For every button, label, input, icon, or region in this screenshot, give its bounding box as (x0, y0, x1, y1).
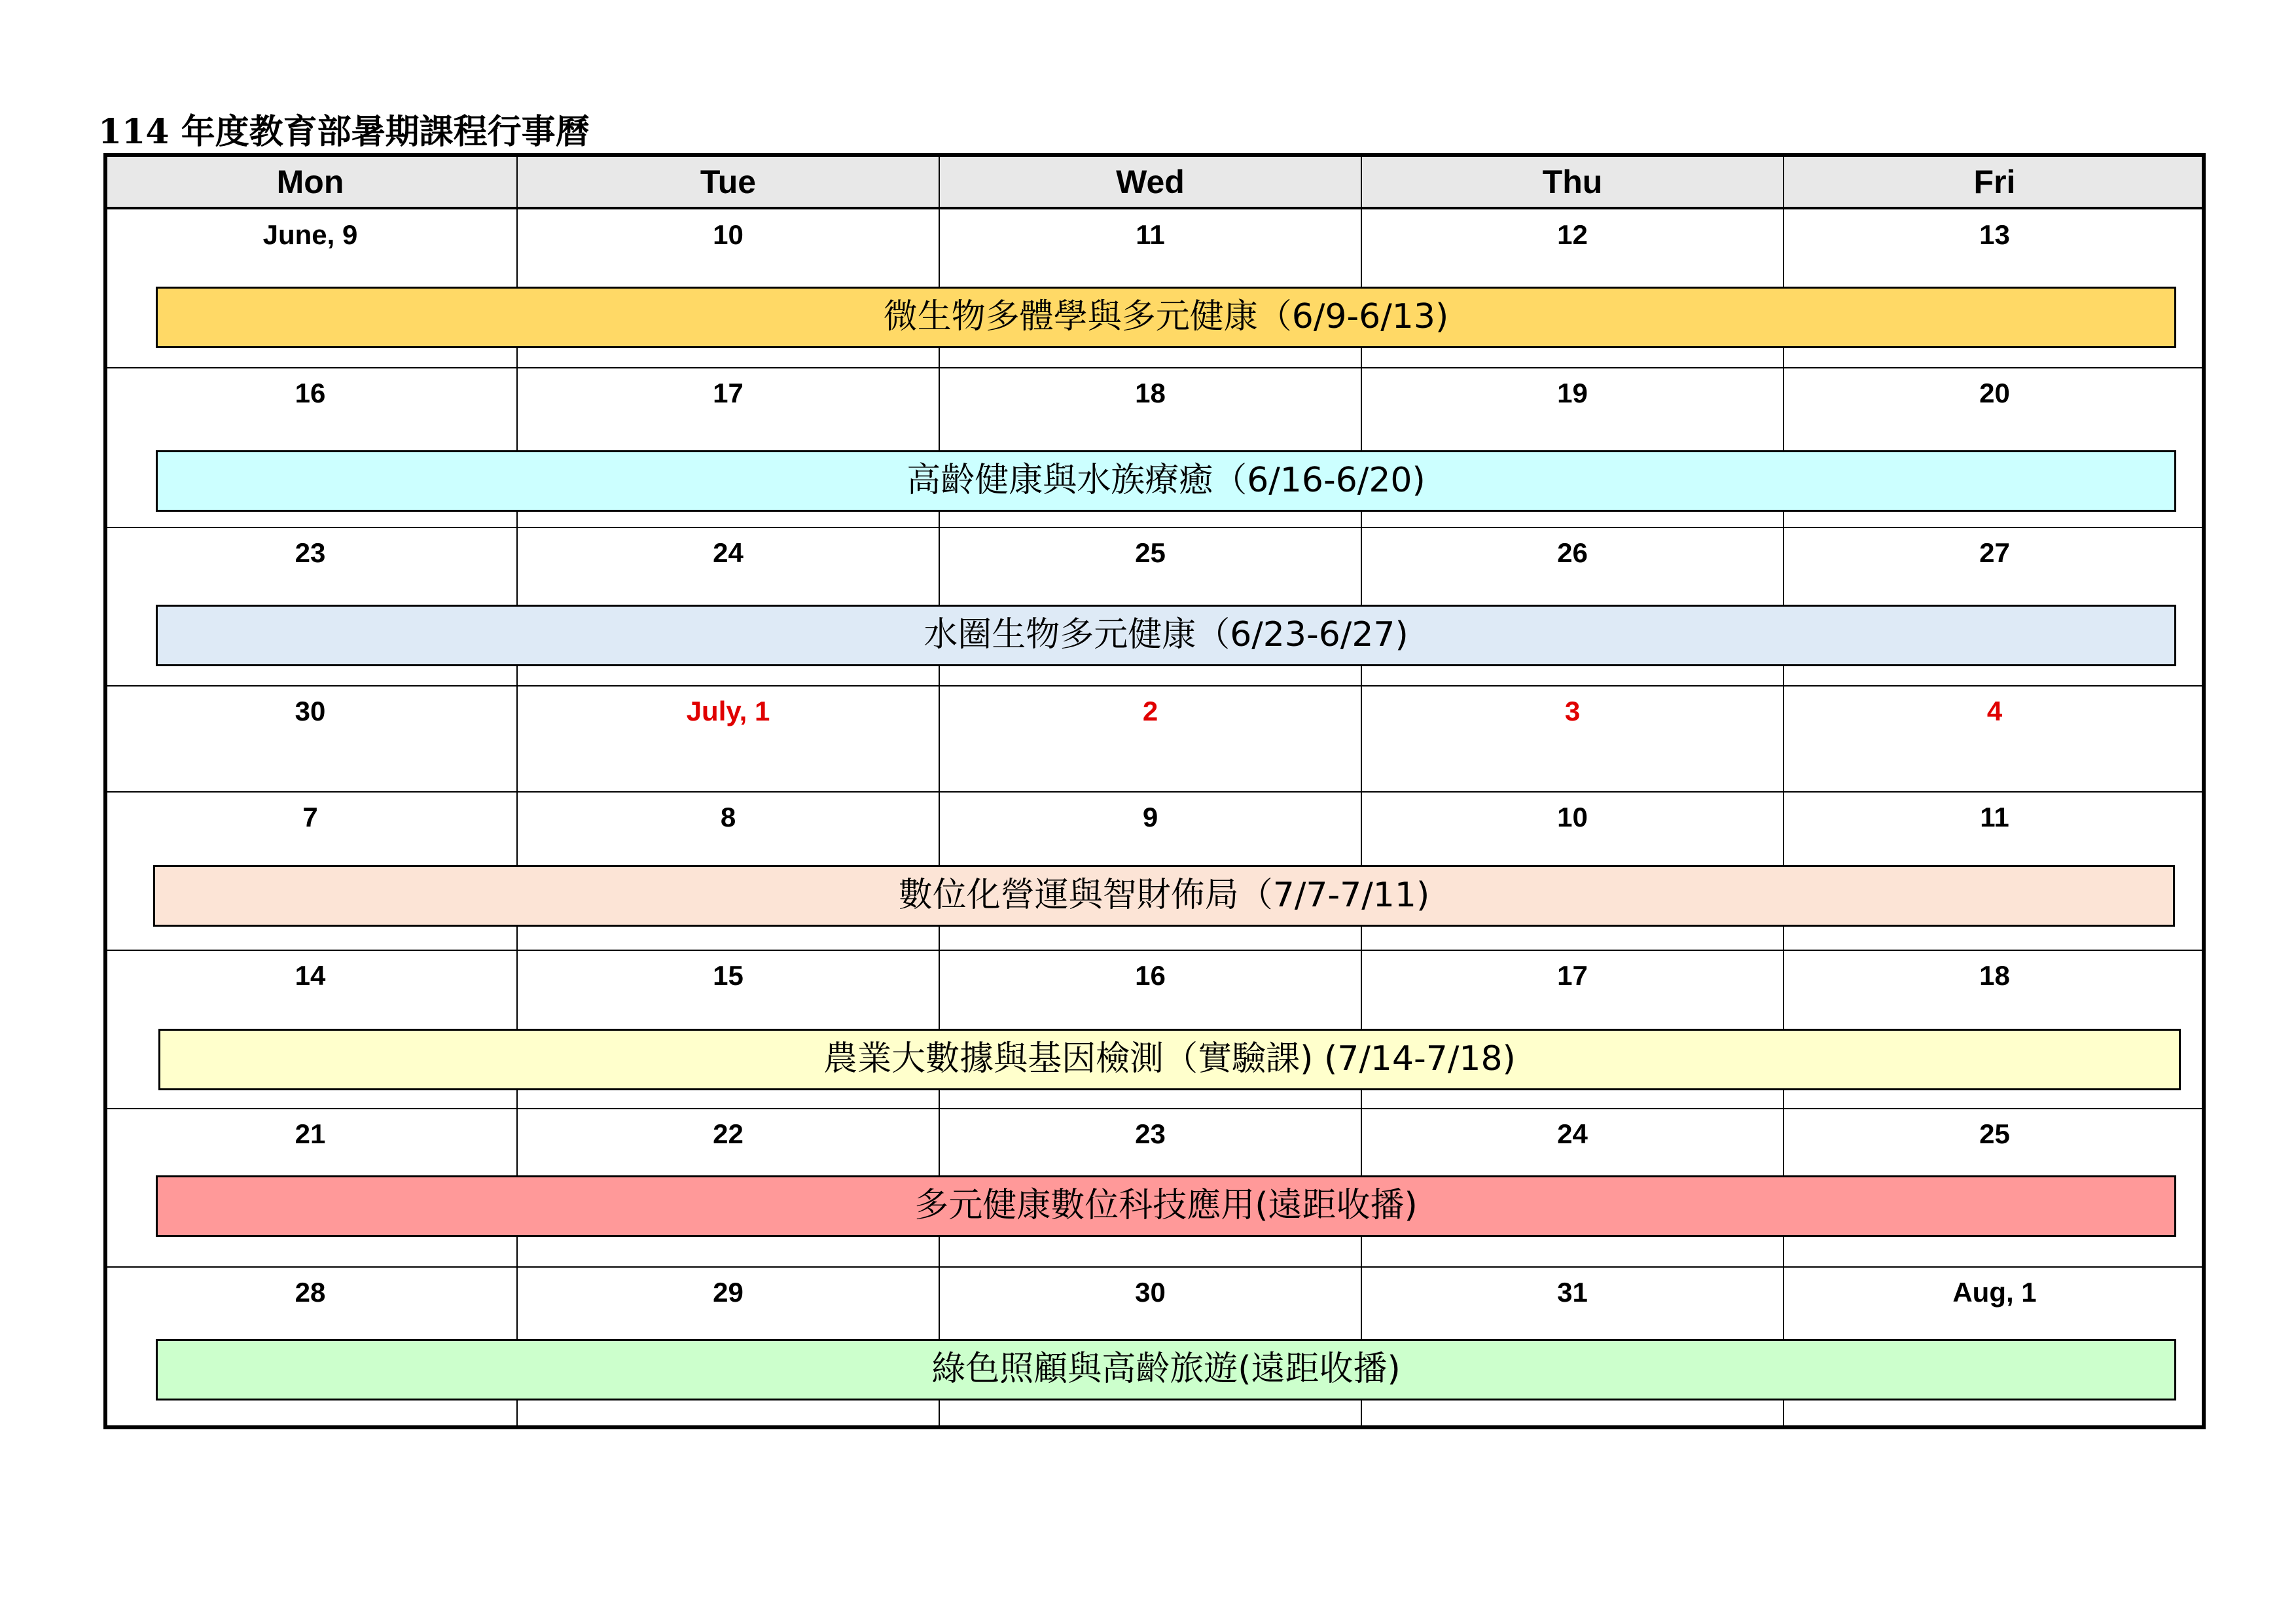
date-label: 4 (1986, 696, 2003, 726)
date-label: 20 (1979, 378, 2010, 408)
date-label: 25 (1979, 1118, 2010, 1149)
course-bar: 高齡健康與水族療癒（6/16-6/20) (156, 450, 2176, 512)
course-bar: 水圈生物多元健康（6/23-6/27) (156, 605, 2176, 666)
date-label: 14 (295, 960, 326, 991)
date-label: 25 (1135, 537, 1166, 568)
weekday-header: Wed (1116, 164, 1185, 200)
date-label: 29 (713, 1277, 744, 1308)
week-row (103, 1267, 2206, 1429)
date-label: 3 (1564, 696, 1581, 726)
date-label: 24 (1557, 1118, 1588, 1149)
date-label: 10 (1557, 802, 1588, 832)
date-label: 27 (1979, 537, 2010, 568)
date-label: 11 (1980, 802, 2009, 832)
row-divider (103, 1266, 2206, 1268)
date-label: 16 (1135, 960, 1166, 991)
date-label: 24 (713, 537, 744, 568)
weekday-header: Fri (1973, 164, 2016, 200)
date-label: 7 (302, 802, 318, 832)
row-divider (103, 367, 2206, 368)
date-label: July, 1 (686, 696, 770, 726)
course-bar: 數位化營運與智財佈局（7/7-7/11) (153, 865, 2175, 927)
date-label: Aug, 1 (1952, 1277, 2037, 1308)
date-label: 12 (1557, 219, 1588, 250)
row-divider (103, 527, 2206, 528)
date-label: 16 (295, 378, 326, 408)
row-divider (103, 1108, 2206, 1109)
week-row (103, 368, 2206, 527)
date-label: 10 (713, 219, 744, 250)
row-divider (103, 685, 2206, 687)
date-label: June, 9 (262, 219, 358, 250)
date-label: 13 (1979, 219, 2010, 250)
week-row (103, 527, 2206, 686)
date-label: 30 (295, 696, 326, 726)
date-label: 22 (713, 1118, 744, 1149)
date-label: 17 (1557, 960, 1588, 991)
date-label: 19 (1557, 378, 1588, 408)
date-label: 17 (713, 378, 744, 408)
date-label: 9 (1142, 802, 1158, 832)
row-divider (103, 791, 2206, 793)
calendar-table (103, 153, 2206, 1429)
date-label: 21 (295, 1118, 326, 1149)
date-label: 18 (1979, 960, 2010, 991)
date-label: 2 (1142, 696, 1158, 726)
date-label: 23 (295, 537, 326, 568)
week-row (103, 686, 2206, 792)
row-divider (103, 950, 2206, 951)
date-label: 18 (1135, 378, 1166, 408)
weekday-header: Tue (700, 164, 757, 200)
week-row (103, 1109, 2206, 1267)
weekday-header-row (103, 153, 2206, 209)
course-bar: 農業大數據與基因檢測（實驗課) (7/14-7/18) (158, 1029, 2181, 1090)
week-row (103, 792, 2206, 950)
date-label: 11 (1136, 219, 1165, 250)
week-row (103, 209, 2206, 368)
date-label: 8 (720, 802, 736, 832)
date-label: 31 (1557, 1277, 1588, 1308)
weekday-header: Mon (276, 164, 344, 200)
course-bar: 綠色照顧與高齡旅遊(遠距收播) (156, 1339, 2176, 1400)
week-row (103, 950, 2206, 1109)
date-label: 23 (1135, 1118, 1166, 1149)
weekday-header: Thu (1542, 164, 1603, 200)
course-bar: 多元健康數位科技應用(遠距收播) (156, 1175, 2176, 1237)
date-label: 26 (1557, 537, 1588, 568)
date-label: 15 (713, 960, 744, 991)
course-bar: 微生物多體學與多元健康（6/9-6/13) (156, 287, 2176, 348)
date-label: 30 (1135, 1277, 1166, 1308)
date-label: 28 (295, 1277, 326, 1308)
page-title: 114 年度教育部暑期課程行事曆 (98, 112, 590, 152)
